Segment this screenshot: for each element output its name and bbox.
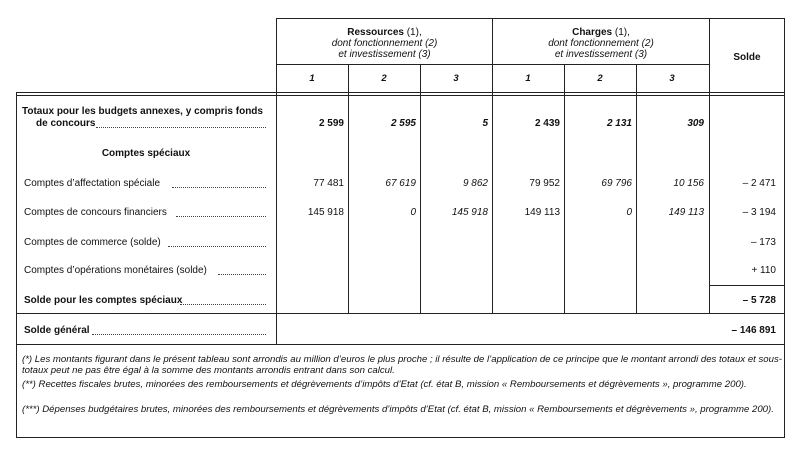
col-number: 1: [309, 73, 315, 84]
affectation-value: 69 796: [601, 178, 632, 189]
col-number: 2: [597, 73, 603, 84]
affectation-value: 9 862: [462, 178, 488, 189]
ressources-line2: dont fonctionnement (2): [331, 38, 438, 49]
rule: [420, 64, 421, 314]
affectation-value: 79 952: [529, 178, 560, 189]
concours-value: 145 918: [307, 207, 344, 218]
rule: [16, 313, 785, 314]
leader-dots: [92, 334, 266, 335]
rule: [16, 344, 785, 345]
totaux-value: 5: [482, 118, 488, 129]
affectation-value: 77 481: [313, 178, 344, 189]
solde-speciaux-label: Solde pour les comptes spéciaux: [24, 295, 183, 306]
ressources-line3: et investissement (3): [338, 49, 431, 60]
rule: [564, 64, 565, 314]
leader-dots: [180, 304, 266, 305]
solde-header: Solde: [733, 52, 761, 63]
col-number: 3: [669, 73, 675, 84]
concours-label: Comptes de concours financiers: [24, 207, 167, 218]
solde-speciaux-solde: – 5 728: [742, 295, 776, 306]
solde-general-label: Solde général: [24, 325, 90, 336]
leader-dots: [218, 274, 266, 275]
col-number: 1: [525, 73, 531, 84]
rule: [636, 64, 637, 314]
affectation-label: Comptes d’affectation spéciale: [24, 178, 161, 189]
commerce-label: Comptes de commerce (solde): [24, 237, 161, 248]
totaux-value: 2 599: [318, 118, 344, 129]
affectation-solde: – 2 471: [742, 178, 776, 189]
ressources-header: [277, 27, 492, 60]
footnote-2: (**) Recettes fiscales brutes, minorées des remboursements et dégrèvements d’impôts d’Etat (cf. état B, mission « Remboursements et dégrèvements », programme 200).: [22, 379, 747, 390]
totaux-value: 2 131: [606, 118, 632, 129]
charges-header: [493, 27, 709, 60]
concours-value: 0: [410, 207, 416, 218]
totaux-label-line2: de concours: [36, 118, 96, 129]
rule: [16, 437, 785, 438]
solde-general-solde: – 146 891: [731, 325, 776, 336]
concours-value: 149 113: [668, 207, 704, 218]
rule: [348, 64, 349, 314]
rule: [492, 18, 493, 314]
totaux-value: 2 595: [390, 118, 416, 129]
charges-suffix: (1),: [612, 27, 630, 38]
charges-line2: dont fonctionnement (2): [548, 38, 654, 49]
charges-line3: et investissement (3): [554, 49, 648, 60]
charges-title: Charges: [572, 27, 613, 38]
affectation-value: 10 156: [673, 178, 704, 189]
leader-dots: [168, 246, 266, 247]
rule: [16, 92, 17, 438]
footnote-3: (***) Dépenses budgétaires brutes, minorées des remboursements et dégrèvements d’impôts d’Etat (cf. état B, mission « Remboursements et dégrèvements », programme 200).: [22, 404, 774, 415]
totaux-value: 309: [687, 118, 704, 129]
concours-solde: – 3 194: [742, 207, 776, 218]
comptes-speciaux-heading: Comptes spéciaux: [101, 148, 191, 159]
rule: [784, 18, 785, 438]
ressources-suffix: (1),: [403, 27, 422, 38]
ressources-title: Ressources: [347, 27, 404, 38]
affectation-value: 67 619: [385, 178, 416, 189]
totaux-value: 2 439: [534, 118, 560, 129]
leader-dots: [176, 216, 266, 217]
concours-value: 0: [626, 207, 632, 218]
concours-value: 149 113: [524, 207, 560, 218]
monetaires-label: Comptes d’opérations monétaires (solde): [24, 265, 207, 276]
commerce-solde: – 173: [750, 237, 776, 248]
col-number: 3: [453, 73, 459, 84]
rule: [16, 95, 785, 96]
concours-value: 145 918: [451, 207, 488, 218]
footnote-1: (*) Les montants figurant dans le présent tableau sont arrondis au million d’euros le plus proche ; il résulte de l’application de ce principe que le montant arrondi des totaux et sous-totaux peut ne pas être égal à la somme des montants arrondis entrant dans son calcul.: [22, 354, 782, 376]
rule: [276, 18, 277, 345]
leader-dots: [96, 127, 266, 128]
totaux-label-line1: Totaux pour les budgets annexes, y compris fonds: [22, 106, 263, 117]
leader-dots: [172, 187, 266, 188]
col-number: 2: [381, 73, 387, 84]
rule: [709, 285, 785, 286]
monetaires-solde: + 110: [751, 265, 776, 276]
rule: [16, 92, 785, 93]
